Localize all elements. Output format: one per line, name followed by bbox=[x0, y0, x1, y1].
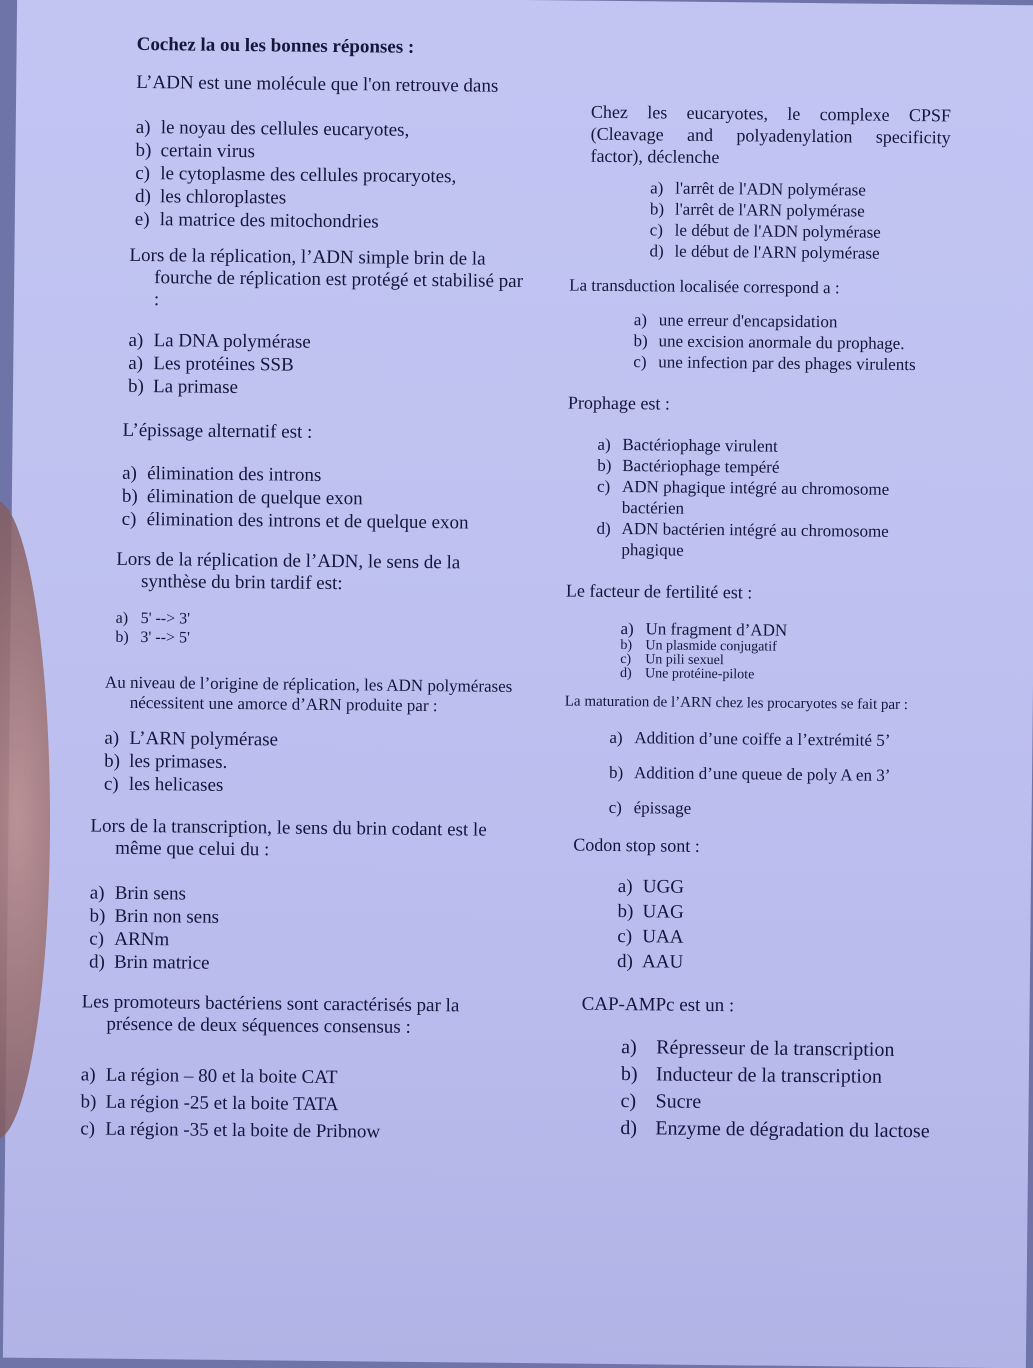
option-item[interactable]: c) ADN phagique intégré au chromosome bactérien bbox=[596, 476, 890, 518]
question-adn-location bbox=[135, 72, 527, 235]
option-item[interactable]: c) UAA bbox=[617, 926, 684, 948]
option-list bbox=[115, 609, 520, 651]
option-list bbox=[572, 874, 943, 978]
option-item[interactable]: d) AAU bbox=[616, 951, 684, 973]
page-instruction: Cochez la ou les bonnes réponses : bbox=[136, 33, 415, 58]
option-list bbox=[128, 329, 524, 402]
option-item[interactable]: d) le début de l'ARN polymérase bbox=[649, 241, 880, 263]
option-item[interactable]: d) Une protéine-pilote bbox=[620, 666, 755, 683]
question-stem: Au niveau de l’origine de réplication, les ADN polymérases nécessitent une amorce d’ARN produite par : bbox=[104, 672, 513, 716]
question-promoters bbox=[80, 991, 517, 1147]
right-column bbox=[560, 100, 951, 1145]
option-item[interactable]: b) UAG bbox=[617, 901, 684, 923]
option-item[interactable]: a) 5' --> 3' bbox=[115, 609, 191, 628]
question-rna-maturation bbox=[564, 692, 945, 821]
question-stem: Les promoteurs bactériens sont caractérisés par la présence de deux séquences consensus : bbox=[81, 991, 460, 1038]
question-stem: La maturation de l’ARN chez les procaryotes se fait par : bbox=[564, 693, 909, 714]
question-transduction bbox=[568, 274, 949, 375]
option-item[interactable]: a) l'arrêt de l'ADN polymérase bbox=[650, 178, 866, 200]
question-primer bbox=[104, 673, 520, 800]
question-coding-strand bbox=[89, 815, 519, 977]
option-item[interactable]: c) élimination des introns et de quelque exon bbox=[121, 508, 469, 534]
option-list bbox=[104, 727, 520, 800]
question-stem: Lors de la réplication, l’ADN simple brin de la fourche de réplication est protégé et stabilisé par : bbox=[129, 244, 524, 311]
option-item[interactable]: d) Enzyme de dégradation du lactose bbox=[620, 1117, 930, 1143]
question-prophage bbox=[566, 391, 948, 563]
option-item[interactable]: a) La DNA polymérase bbox=[128, 329, 311, 353]
option-item[interactable]: a) Brin sens bbox=[89, 882, 187, 905]
question-cap-ampc bbox=[580, 994, 942, 1146]
option-item[interactable]: a) UGG bbox=[617, 876, 685, 898]
option-item[interactable]: c) épissage bbox=[608, 797, 692, 818]
option-item[interactable]: a) élimination des introns bbox=[122, 462, 322, 486]
question-cpsf bbox=[589, 101, 951, 265]
option-item[interactable]: c) une infection par des phages virulents bbox=[633, 352, 916, 375]
option-item[interactable]: d) les chloroplastes bbox=[134, 185, 287, 209]
exam-sheet bbox=[3, 0, 1033, 1368]
option-list bbox=[565, 617, 946, 684]
option-item[interactable]: a) le noyau des cellules eucaryotes, bbox=[135, 116, 410, 141]
option-item[interactable]: a) Un fragment d’ADN bbox=[620, 619, 788, 640]
option-item[interactable]: b) une excision anormale du prophage. bbox=[633, 331, 905, 353]
option-item[interactable]: b) Addition d’une queue de poly A en 3’ bbox=[608, 762, 891, 785]
option-item[interactable]: c) ARNm bbox=[89, 928, 170, 951]
option-list bbox=[80, 1061, 516, 1147]
option-item[interactable]: b) certain virus bbox=[135, 139, 256, 163]
option-item[interactable]: a) L’ARN polymérase bbox=[104, 727, 279, 751]
option-item[interactable]: c) Sucre bbox=[620, 1090, 702, 1113]
option-item[interactable]: a) Addition d’une coiffe a l’extrémité 5’ bbox=[609, 727, 891, 750]
question-splicing bbox=[122, 420, 523, 535]
question-fertility-factor bbox=[565, 579, 946, 684]
option-item[interactable]: b) Bactériophage tempéré bbox=[597, 455, 780, 477]
question-stem: Le facteur de fertilité est : bbox=[565, 580, 753, 603]
option-list bbox=[564, 726, 945, 821]
option-item[interactable]: e) la matrice des mitochondries bbox=[134, 208, 379, 233]
option-item[interactable]: a) une erreur d'encapsidation bbox=[633, 310, 838, 332]
option-list bbox=[135, 116, 526, 235]
question-stem: CAP-AMPc est un : bbox=[581, 993, 735, 1017]
option-item[interactable]: b) 3' --> 5' bbox=[115, 628, 190, 647]
question-stem: La transduction localisée correspond a : bbox=[569, 275, 840, 298]
question-stop-codon bbox=[572, 834, 943, 978]
option-item[interactable]: a) Les protéines SSB bbox=[128, 352, 294, 376]
question-stem: Codon stop sont : bbox=[573, 834, 700, 856]
option-item[interactable]: b) La primase bbox=[127, 375, 239, 399]
option-list bbox=[589, 177, 950, 265]
question-stem: Lors de la réplication de l’ADN, le sens de la synthèse du brin tardif est: bbox=[116, 548, 461, 595]
question-stem: L’ADN est une molécule que l'on retrouve dans bbox=[136, 71, 499, 97]
option-item[interactable]: c) le cytoplasme des cellules procaryotes, bbox=[135, 162, 457, 188]
option-item[interactable]: b) l'arrêt de l'ARN polymérase bbox=[649, 199, 865, 221]
question-stem: Lors de la transcription, le sens du brin codant est le même que celui du : bbox=[90, 815, 487, 861]
option-item[interactable]: a) Répresseur de la transcription bbox=[621, 1036, 895, 1061]
question-stem: Prophage est : bbox=[567, 392, 671, 414]
question-ssb bbox=[128, 245, 525, 402]
option-list bbox=[580, 1034, 941, 1146]
left-column bbox=[75, 33, 527, 1147]
option-item[interactable]: b) Inducteur de la transcription bbox=[620, 1063, 883, 1088]
option-item[interactable]: a) La région – 80 et la boite CAT bbox=[80, 1064, 338, 1089]
option-item[interactable]: c) La région -35 et la boite de Pribnow bbox=[80, 1118, 381, 1143]
option-item[interactable]: c) les helicases bbox=[103, 773, 224, 796]
option-list bbox=[568, 308, 949, 375]
option-list bbox=[566, 433, 947, 563]
option-list bbox=[122, 462, 523, 535]
option-item[interactable]: b) élimination de quelque exon bbox=[121, 485, 363, 510]
option-item[interactable]: c) le début de l'ADN polymérase bbox=[649, 220, 881, 242]
option-item[interactable]: a) Bactériophage virulent bbox=[597, 434, 778, 456]
option-item[interactable]: c) Un pili sexuel bbox=[620, 652, 724, 669]
option-item[interactable]: b) Un plasmide conjugatif bbox=[620, 638, 777, 655]
option-item[interactable]: d) Brin matrice bbox=[88, 951, 210, 974]
option-item[interactable]: d) ADN bactérien intégré au chromosome phagique bbox=[596, 518, 889, 560]
option-item[interactable]: b) Brin non sens bbox=[89, 905, 220, 928]
question-stem: Chez les eucaryotes, le complexe CPSF (Cleavage and polyadenylation specificity factor), déclenche bbox=[590, 101, 952, 168]
question-stem: L’épissage alternatif est : bbox=[122, 419, 313, 443]
option-item[interactable]: b) La région -25 et la boite TATA bbox=[80, 1091, 339, 1116]
question-lagging-strand bbox=[115, 549, 521, 651]
option-item[interactable]: b) les primases. bbox=[104, 750, 228, 773]
option-list bbox=[89, 881, 518, 977]
